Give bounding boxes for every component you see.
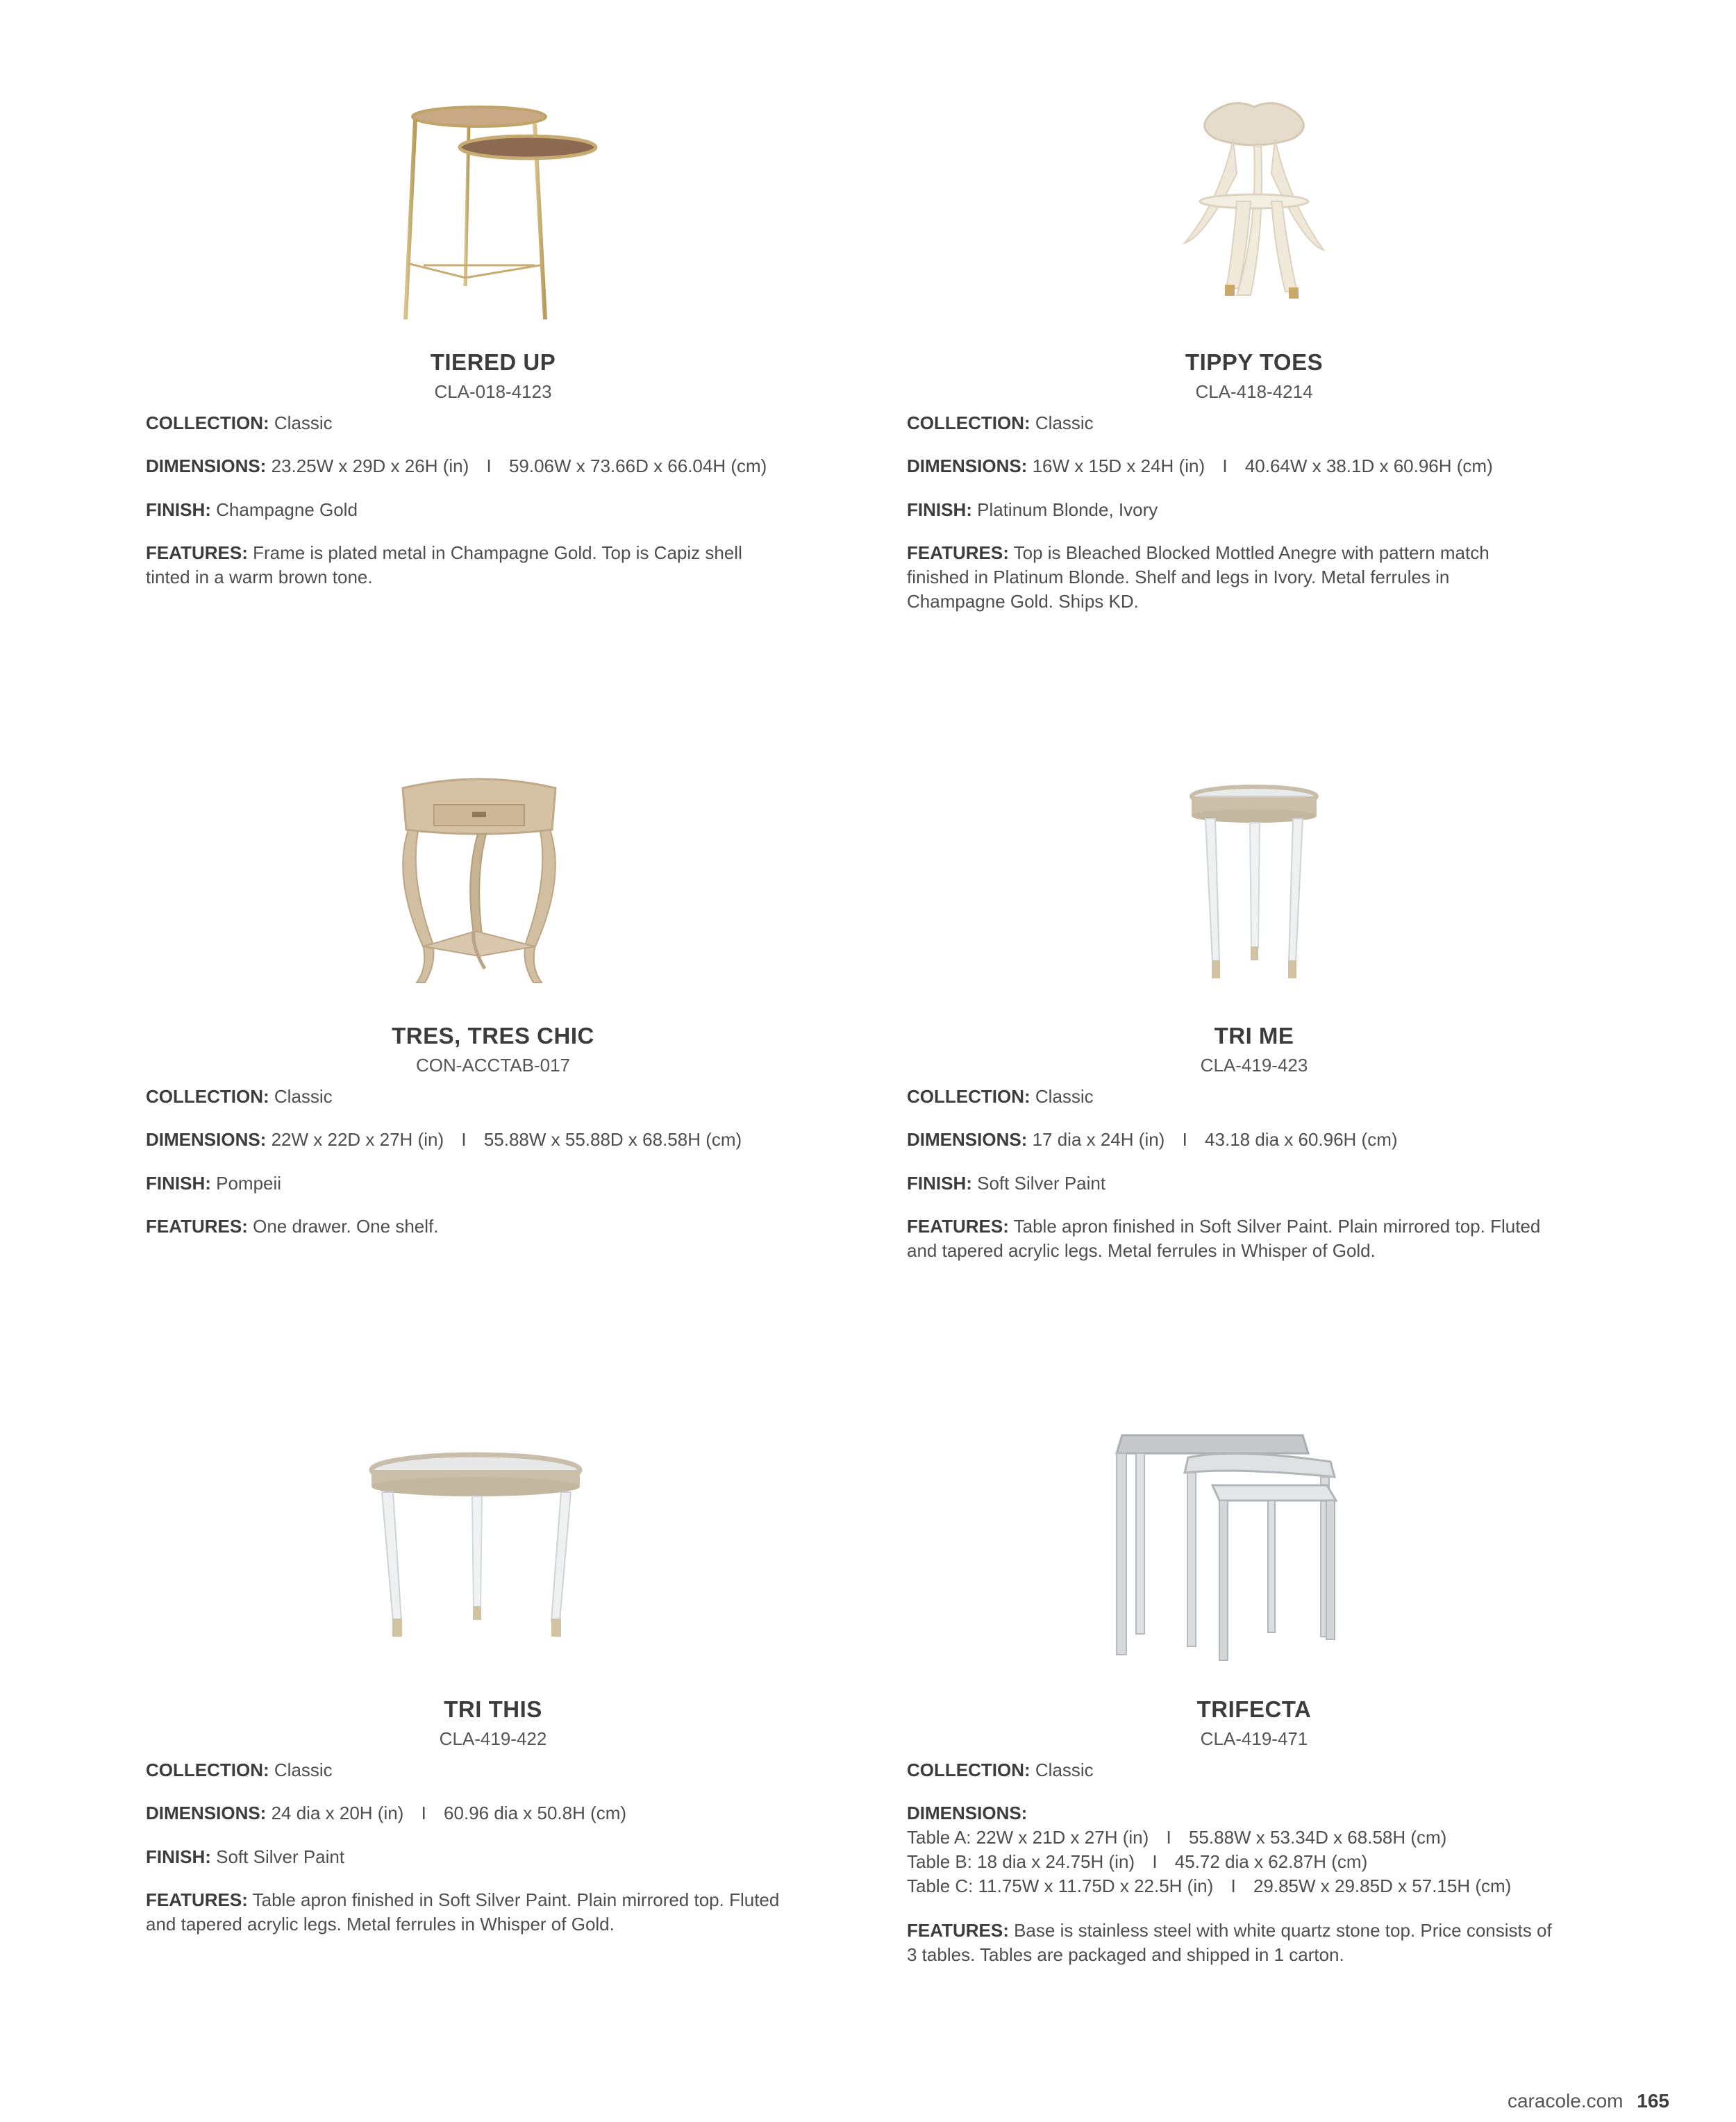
separator: I [1166,1827,1171,1848]
collection-row [907,1758,1601,1782]
product-sku: CLA-419-422 [439,1728,547,1749]
features-row [907,541,1601,614]
dimensions-row [146,454,840,478]
features-line: 3 tables. Tables are packaged and shipped in 1 carton. [907,1944,1344,1965]
collection-value: Classic [274,1086,333,1107]
dimensions-label: DIMENSIONS: [907,1129,1028,1150]
tri-me-table-illustration [907,781,1601,1003]
product-sku: CON-ACCTAB-017 [415,1055,570,1076]
dimensions-centimeters: 43.18 dia x 60.96H (cm) [1205,1129,1398,1150]
dimensions-row [146,1801,840,1826]
features-line: Table apron finished in Soft Silver Paint. Plain mirrored top. Fluted [252,1889,780,1910]
features-line: tinted in a warm brown tone. [146,567,373,587]
finish-label: FINISH: [146,1846,211,1867]
features-line: Champagne Gold. Ships KD. [907,591,1139,612]
separator: I [461,1129,467,1150]
separator: I [1152,1851,1158,1872]
collection-row [146,1758,840,1782]
finish-row [146,498,840,522]
features-line: One drawer. One shelf. [253,1216,439,1237]
collection-value: Classic [274,412,333,433]
features-row [907,1919,1601,1967]
product-image-tippy-toes [907,97,1601,375]
collection-row [907,411,1601,435]
dimensions-label: DIMENSIONS: [907,1803,1028,1823]
product-title: TRI ME [1214,1023,1294,1049]
dimensions-centimeters: 60.96 dia x 50.8H (cm) [444,1803,627,1823]
product-image-tri-me [907,781,1601,1059]
product-image-tri-this [146,1448,840,1726]
finish-row [907,1171,1601,1196]
footer-site-link[interactable]: caracole.com [1507,2090,1624,2112]
product-sku: CLA-419-423 [1200,1055,1308,1076]
features-label: FEATURES: [907,542,1009,563]
dimensions-inches: 22W x 22D x 27H (in) [271,1129,444,1150]
finish-label: FINISH: [907,499,972,520]
features-line: Frame is plated metal in Champagne Gold. Top is Capiz shell [253,542,742,563]
collection-label: COLLECTION: [907,1760,1030,1780]
collection-label: COLLECTION: [146,412,269,433]
finish-value: Soft Silver Paint [216,1846,345,1867]
dimensions-centimeters: 40.64W x 38.1D x 60.96H (cm) [1244,456,1493,476]
product-image-tres-tres-chic [146,774,840,1052]
dimensions-table-c [907,1874,1601,1898]
features-label: FEATURES: [146,542,248,563]
product-title: TIPPY TOES [1185,349,1324,375]
dimensions-inches: 24 dia x 20H (in) [271,1803,404,1823]
collection-value: Classic [1035,412,1094,433]
dimensions-row [907,1128,1601,1152]
collection-row [146,1085,840,1109]
features-line: Table apron finished in Soft Silver Paint. Plain mirrored top. Fluted [1013,1216,1541,1237]
dimensions-centimeters: 59.06W x 73.66D x 66.04H (cm) [508,456,767,476]
collection-row [907,1085,1601,1109]
features-row [146,541,840,590]
separator: I [421,1803,426,1823]
dimensions-table-b-inches: Table B: 18 dia x 24.75H (in) [907,1851,1135,1872]
features-line: Top is Bleached Blocked Mottled Anegre with pattern match [1013,542,1489,563]
dimensions-inches: 23.25W x 29D x 26H (in) [271,456,469,476]
dimensions-table-a-centimeters: 55.88W x 53.34D x 68.58H (cm) [1188,1827,1447,1848]
collection-label: COLLECTION: [907,412,1030,433]
finish-row [907,498,1601,522]
collection-label: COLLECTION: [146,1086,269,1107]
features-label: FEATURES: [907,1920,1009,1941]
separator: I [486,456,492,476]
finish-row [146,1845,840,1869]
dimensions-label: DIMENSIONS: [907,456,1028,476]
product-title: TRI THIS [444,1696,542,1722]
features-label: FEATURES: [146,1216,248,1237]
dimensions-label: DIMENSIONS: [146,1129,267,1150]
collection-row [146,411,840,435]
finish-label: FINISH: [146,1173,211,1194]
collection-value: Classic [1035,1760,1094,1780]
product-sku: CLA-418-4214 [1195,381,1313,402]
trifecta-table-illustration [907,1427,1601,1677]
collection-value: Classic [274,1760,333,1780]
dimensions-label: DIMENSIONS: [146,456,267,476]
product-image-trifecta [907,1427,1601,1705]
dimensions-row [907,454,1601,478]
tres-tres-chic-table-illustration [146,774,840,996]
dimensions-label: DIMENSIONS: [146,1803,267,1823]
tippy-toes-table-illustration [907,97,1601,319]
product-title: TRES, TRES CHIC [392,1023,594,1049]
product-sku: CLA-018-4123 [434,381,552,402]
product-image-tiered-up [146,104,840,382]
dimensions-table-c-centimeters: 29.85W x 29.85D x 57.15H (cm) [1253,1875,1512,1896]
finish-value: Soft Silver Paint [977,1173,1106,1194]
features-line: Base is stainless steel with white quartz stone top. Price consists of [1014,1920,1552,1941]
product-title: TRIFECTA [1196,1696,1312,1722]
dimensions-inches: 16W x 15D x 24H (in) [1032,456,1205,476]
page-footer [1508,2090,1669,2112]
dimensions-block [907,1801,1601,1898]
features-row [146,1214,840,1239]
separator: I [1222,456,1228,476]
page-number: 165 [1637,2090,1669,2112]
finish-value: Pompeii [216,1173,282,1194]
product-sku: CLA-419-471 [1200,1728,1308,1749]
collection-label: COLLECTION: [146,1760,269,1780]
finish-value: Champagne Gold [216,499,358,520]
features-row [146,1888,840,1937]
features-line: and tapered acrylic legs. Metal ferrules in Whisper of Gold. [146,1914,615,1935]
features-label: FEATURES: [907,1216,1009,1237]
features-line: finished in Platinum Blonde. Shelf and legs in Ivory. Metal ferrules in [907,567,1450,587]
finish-label: FINISH: [907,1173,972,1194]
separator: I [1230,1875,1236,1896]
product-title: TIERED UP [430,349,556,375]
tri-this-table-illustration [146,1448,840,1670]
dimensions-table-b [907,1850,1601,1874]
collection-value: Classic [1035,1086,1094,1107]
finish-row [146,1171,840,1196]
dimensions-row [146,1128,840,1152]
collection-label: COLLECTION: [907,1086,1030,1107]
finish-label: FINISH: [146,499,211,520]
finish-value: Platinum Blonde, Ivory [977,499,1158,520]
dimensions-table-c-inches: Table C: 11.75W x 11.75D x 22.5H (in) [907,1875,1214,1896]
dimensions-centimeters: 55.88W x 55.88D x 68.58H (cm) [483,1129,742,1150]
tiered-up-table-illustration [146,104,840,326]
dimensions-table-a-inches: Table A: 22W x 21D x 27H (in) [907,1827,1149,1848]
separator: I [1182,1129,1187,1150]
dimensions-table-b-centimeters: 45.72 dia x 62.87H (cm) [1174,1851,1368,1872]
dimensions-table-a [907,1826,1601,1850]
features-line: and tapered acrylic legs. Metal ferrules in Whisper of Gold. [907,1240,1376,1261]
features-label: FEATURES: [146,1889,248,1910]
features-row [907,1214,1601,1263]
dimensions-inches: 17 dia x 24H (in) [1032,1129,1165,1150]
